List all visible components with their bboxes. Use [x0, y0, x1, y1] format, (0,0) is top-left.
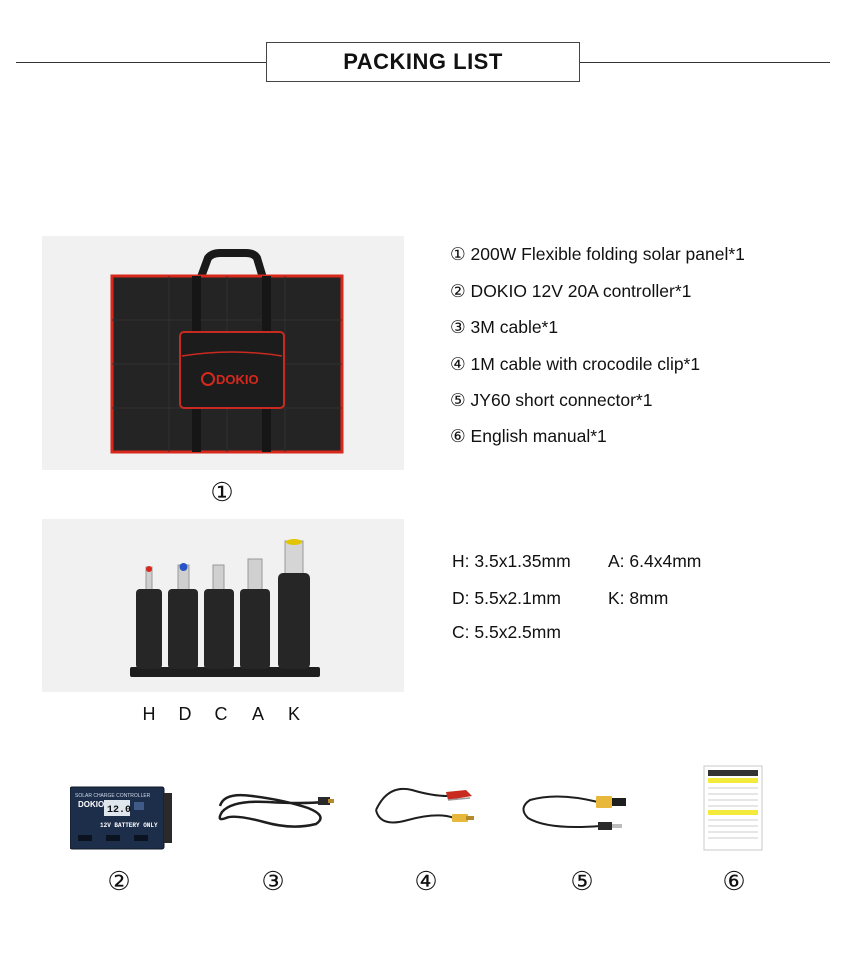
list-item-controller: ② DOKIO 12V 20A controller*1 — [450, 281, 692, 301]
dc-connectors-image — [42, 519, 404, 692]
english-manual-image — [702, 764, 766, 854]
controller-image — [70, 783, 172, 851]
list-item-solar-panel: ① 200W Flexible folding solar panel*1 — [450, 244, 745, 264]
connector-label-d: D — [178, 704, 192, 724]
list-item-manual: ⑥ English manual*1 — [450, 426, 607, 446]
list-item-crocodile-cable: ④ 1M cable with crocodile clip*1 — [450, 354, 701, 374]
connector-label-a: A — [251, 704, 264, 724]
list-item-jy60-connector: ⑤ JY60 short connector*1 — [450, 390, 653, 410]
list-item-3m-cable: ③ 3M cable*1 — [450, 317, 559, 337]
solar-panel-photo — [42, 236, 404, 470]
svg-text:12.0: 12.0 — [107, 805, 132, 816]
item-number-3: ③ — [261, 866, 285, 896]
spec-a: A: 6.4x4mm — [608, 551, 702, 571]
spec-c: C: 5.5x2.5mm — [452, 622, 561, 642]
page-title-text: PACKING LIST — [343, 49, 503, 74]
page-title — [266, 42, 580, 82]
crocodile-cable-image — [368, 780, 480, 834]
item-number-2: ② — [107, 866, 131, 896]
jy60-connector-image — [518, 786, 634, 834]
svg-text:12V BATTERY ONLY: 12V BATTERY ONLY — [100, 822, 158, 829]
connector-label-k: K — [287, 704, 300, 724]
header-rule-right — [580, 62, 830, 63]
spec-h: H: 3.5x1.35mm — [452, 551, 571, 571]
connector-label-h: H — [142, 704, 156, 724]
connector-label-c: C — [214, 704, 228, 724]
item-number-1: ① — [210, 477, 234, 507]
solar-panel-bag-image — [42, 236, 404, 470]
bag-brand-logo: DOKIO — [216, 372, 259, 387]
spec-k: K: 8mm — [608, 588, 669, 608]
header-rule-left — [16, 62, 266, 63]
3m-cable-image — [212, 786, 336, 832]
connectors-photo — [42, 519, 404, 692]
item-number-5: ⑤ — [570, 866, 594, 896]
svg-text:DOKIO: DOKIO — [78, 800, 105, 809]
svg-text:SOLAR CHARGE CONTROLLER: SOLAR CHARGE CONTROLLER — [75, 793, 151, 799]
spec-d: D: 5.5x2.1mm — [452, 588, 561, 608]
item-number-6: ⑥ — [722, 866, 746, 896]
item-number-4: ④ — [414, 866, 438, 896]
